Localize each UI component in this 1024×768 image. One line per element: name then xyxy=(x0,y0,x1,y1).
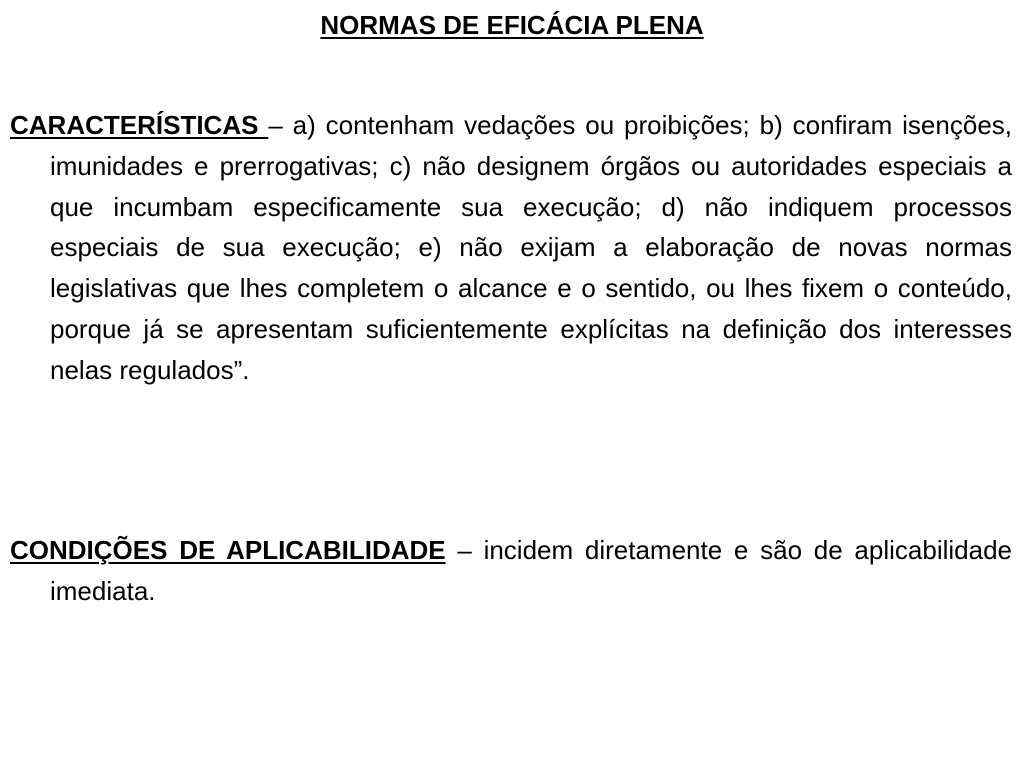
condicoes-paragraph xyxy=(10,530,1012,612)
caracteristicas-paragraph xyxy=(10,105,1012,391)
slide-title xyxy=(0,8,1024,42)
caracteristicas-text: – a) contenham vedações ou proibições; b) confiram isenções, imunidades e prerrogativas; c) não designem órgãos ou autoridades especiais a que incumbam especificamente sua execução; d) não indiquem processos especiais de sua execução; e) não exijam a elaboração de novas normas legislativas que lhes completem o alcance e o sentido, ou lhes fixem o conteúdo, porque já se apresentam suficientemente explícitas na definição dos interesses nelas regulados”. xyxy=(50,110,1012,385)
caracteristicas-term: CARACTERÍSTICAS xyxy=(10,110,269,140)
condicoes-term: CONDIÇÕES DE APLICABILIDADE xyxy=(10,535,446,565)
condicoes-text: – incidem diretamente e são de aplicabilidade imediata. xyxy=(50,535,1012,606)
slide-title-text: NORMAS DE EFICÁCIA PLENA xyxy=(320,10,704,40)
